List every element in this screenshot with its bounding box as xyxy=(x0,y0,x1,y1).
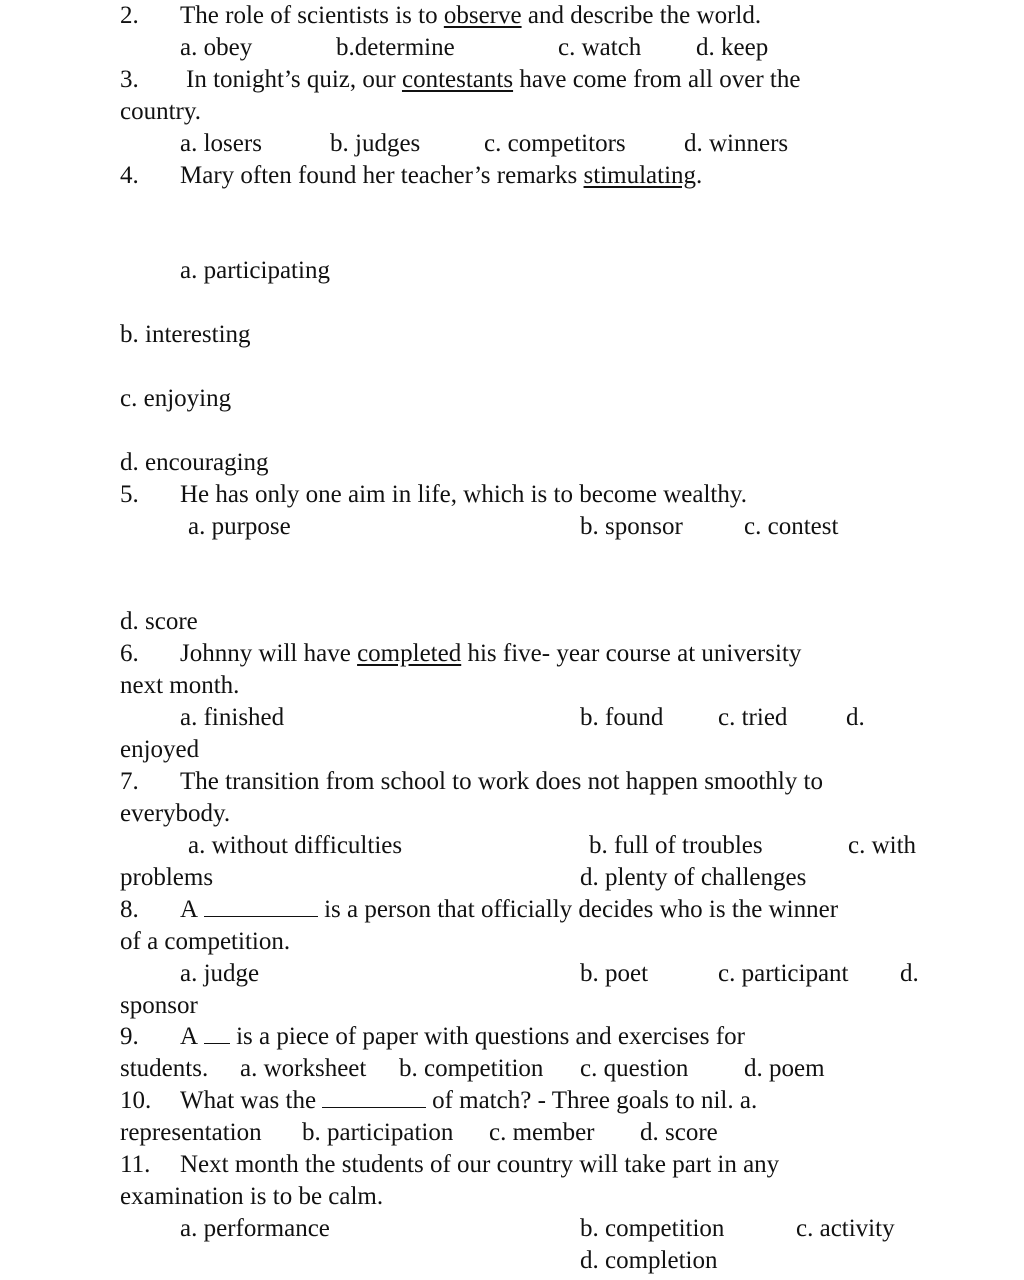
question-4-text-end: . xyxy=(696,162,703,189)
question-9-option-c: c. question xyxy=(580,1055,689,1082)
question-11-option-c: c. activity xyxy=(796,1215,895,1242)
question-7-number: 7. xyxy=(120,768,139,795)
question-10-option-d: d. score xyxy=(640,1119,718,1146)
question-5-text: He has only one aim in life, which is to become wealthy. xyxy=(180,481,747,508)
question-2-option-c: c. watch xyxy=(558,34,642,61)
question-11-option-a: a. performance xyxy=(180,1215,330,1242)
question-3-continuation: country. xyxy=(120,98,201,125)
question-9-text-end: is a piece of paper with questions and exercises for xyxy=(236,1023,745,1050)
question-6-option-b: b. found xyxy=(580,704,664,731)
question-2-option-d: d. keep xyxy=(696,34,769,61)
question-8-option-a: a. judge xyxy=(180,960,260,987)
question-10-number: 10. xyxy=(120,1087,152,1114)
question-5-option-c: c. contest xyxy=(744,513,839,540)
question-3-text-end: have come from all over the xyxy=(519,66,801,93)
question-7-continuation: everybody. xyxy=(120,800,231,827)
question-9-option-b: b. competition xyxy=(399,1055,544,1082)
question-9-continuation: students. xyxy=(120,1055,209,1082)
question-8-text: A xyxy=(180,896,199,923)
question-2-stem xyxy=(180,0,761,32)
question-9-blank[interactable] xyxy=(204,1042,230,1044)
question-8-number: 8. xyxy=(120,896,139,923)
question-9-option-a: a. worksheet xyxy=(240,1055,367,1082)
question-3-option-b: b. judges xyxy=(330,130,421,157)
question-8-option-c: c. participant xyxy=(718,960,849,987)
question-3-option-c: c. competitors xyxy=(484,130,626,157)
question-3-keyword: contestants xyxy=(401,66,514,93)
question-2-text: The role of scientists is to xyxy=(180,2,438,29)
question-6-stem xyxy=(180,638,801,670)
question-10-stem xyxy=(180,1085,757,1117)
question-7-option-c-start: c. with xyxy=(848,832,917,859)
question-10-text-end: of match? - Three goals to nil. xyxy=(432,1087,734,1114)
question-3-text: In tonight’s quiz, our xyxy=(186,66,396,93)
question-3-option-a: a. losers xyxy=(180,130,262,157)
question-5-option-b: b. sponsor xyxy=(580,513,683,540)
question-2-number: 2. xyxy=(120,2,139,29)
question-4-option-b: b. interesting xyxy=(120,321,251,348)
question-8-continuation: of a competition. xyxy=(120,928,291,955)
question-11-option-d: d. completion xyxy=(580,1247,718,1274)
question-3-option-d: d. winners xyxy=(684,130,789,157)
question-6-option-c: c. tried xyxy=(718,704,788,731)
question-10-blank[interactable] xyxy=(322,1106,426,1108)
question-2-keyword: observe xyxy=(443,2,522,29)
question-6-number: 6. xyxy=(120,640,139,667)
question-6-keyword: completed xyxy=(357,640,462,667)
question-11-option-b: b. competition xyxy=(580,1215,725,1242)
question-5-option-a: a. purpose xyxy=(188,513,291,540)
question-9-stem xyxy=(180,1021,745,1053)
question-7-option-a: a. without difficulties xyxy=(188,832,403,859)
question-9-option-d: d. poem xyxy=(744,1055,825,1082)
question-6-option-a: a. finished xyxy=(180,704,285,731)
question-7-option-b: b. full of troubles xyxy=(589,832,763,859)
question-6-text: Johnny will have xyxy=(180,640,351,667)
question-4-option-a: a. participating xyxy=(180,257,330,284)
question-9-text: A xyxy=(180,1023,199,1050)
question-4-stem xyxy=(180,160,702,192)
question-11-text: Next month the students of our country will take part in any xyxy=(180,1151,780,1178)
question-10-option-a-letter: a. xyxy=(739,1087,758,1114)
question-5-number: 5. xyxy=(120,481,139,508)
question-8-option-d-letter: d. xyxy=(900,960,919,987)
question-7-option-d: d. plenty of challenges xyxy=(580,864,807,891)
question-8-blank[interactable] xyxy=(204,915,318,917)
question-4-option-d: d. encouraging xyxy=(120,449,269,476)
question-11-number: 11. xyxy=(120,1151,151,1178)
question-3-stem xyxy=(186,64,800,96)
question-2-text-end: and describe the world. xyxy=(527,2,762,29)
question-6-option-d-letter: d. xyxy=(846,704,865,731)
question-6-continuation: next month. xyxy=(120,672,240,699)
question-5-option-d: d. score xyxy=(120,608,198,635)
question-10-text: What was the xyxy=(180,1087,317,1114)
question-2-option-a: a. obey xyxy=(180,34,253,61)
question-7-text: The transition from school to work does not happen smoothly to xyxy=(180,768,823,795)
question-11-continuation: examination is to be calm. xyxy=(120,1183,384,1210)
question-7-option-c-end: problems xyxy=(120,864,214,891)
question-4-option-c: c. enjoying xyxy=(120,385,232,412)
question-3-number: 3. xyxy=(120,66,139,93)
question-4-keyword: stimulating xyxy=(583,162,697,189)
question-4-number: 4. xyxy=(120,162,139,189)
question-4-text: Mary often found her teacher’s remarks xyxy=(180,162,578,189)
question-9-number: 9. xyxy=(120,1023,139,1050)
question-6-text-end: his five- year course at university xyxy=(467,640,802,667)
question-10-option-c: c. member xyxy=(489,1119,595,1146)
question-2-option-b: b.determine xyxy=(336,34,455,61)
question-6-option-d: enjoyed xyxy=(120,736,200,763)
question-8-option-d: sponsor xyxy=(120,992,198,1019)
question-8-option-b: b. poet xyxy=(580,960,649,987)
question-10-option-b: b. participation xyxy=(302,1119,454,1146)
question-10-option-a: representation xyxy=(120,1119,262,1146)
question-8-stem xyxy=(180,894,838,926)
question-8-text-end: is a person that officially decides who is the winner xyxy=(324,896,839,923)
